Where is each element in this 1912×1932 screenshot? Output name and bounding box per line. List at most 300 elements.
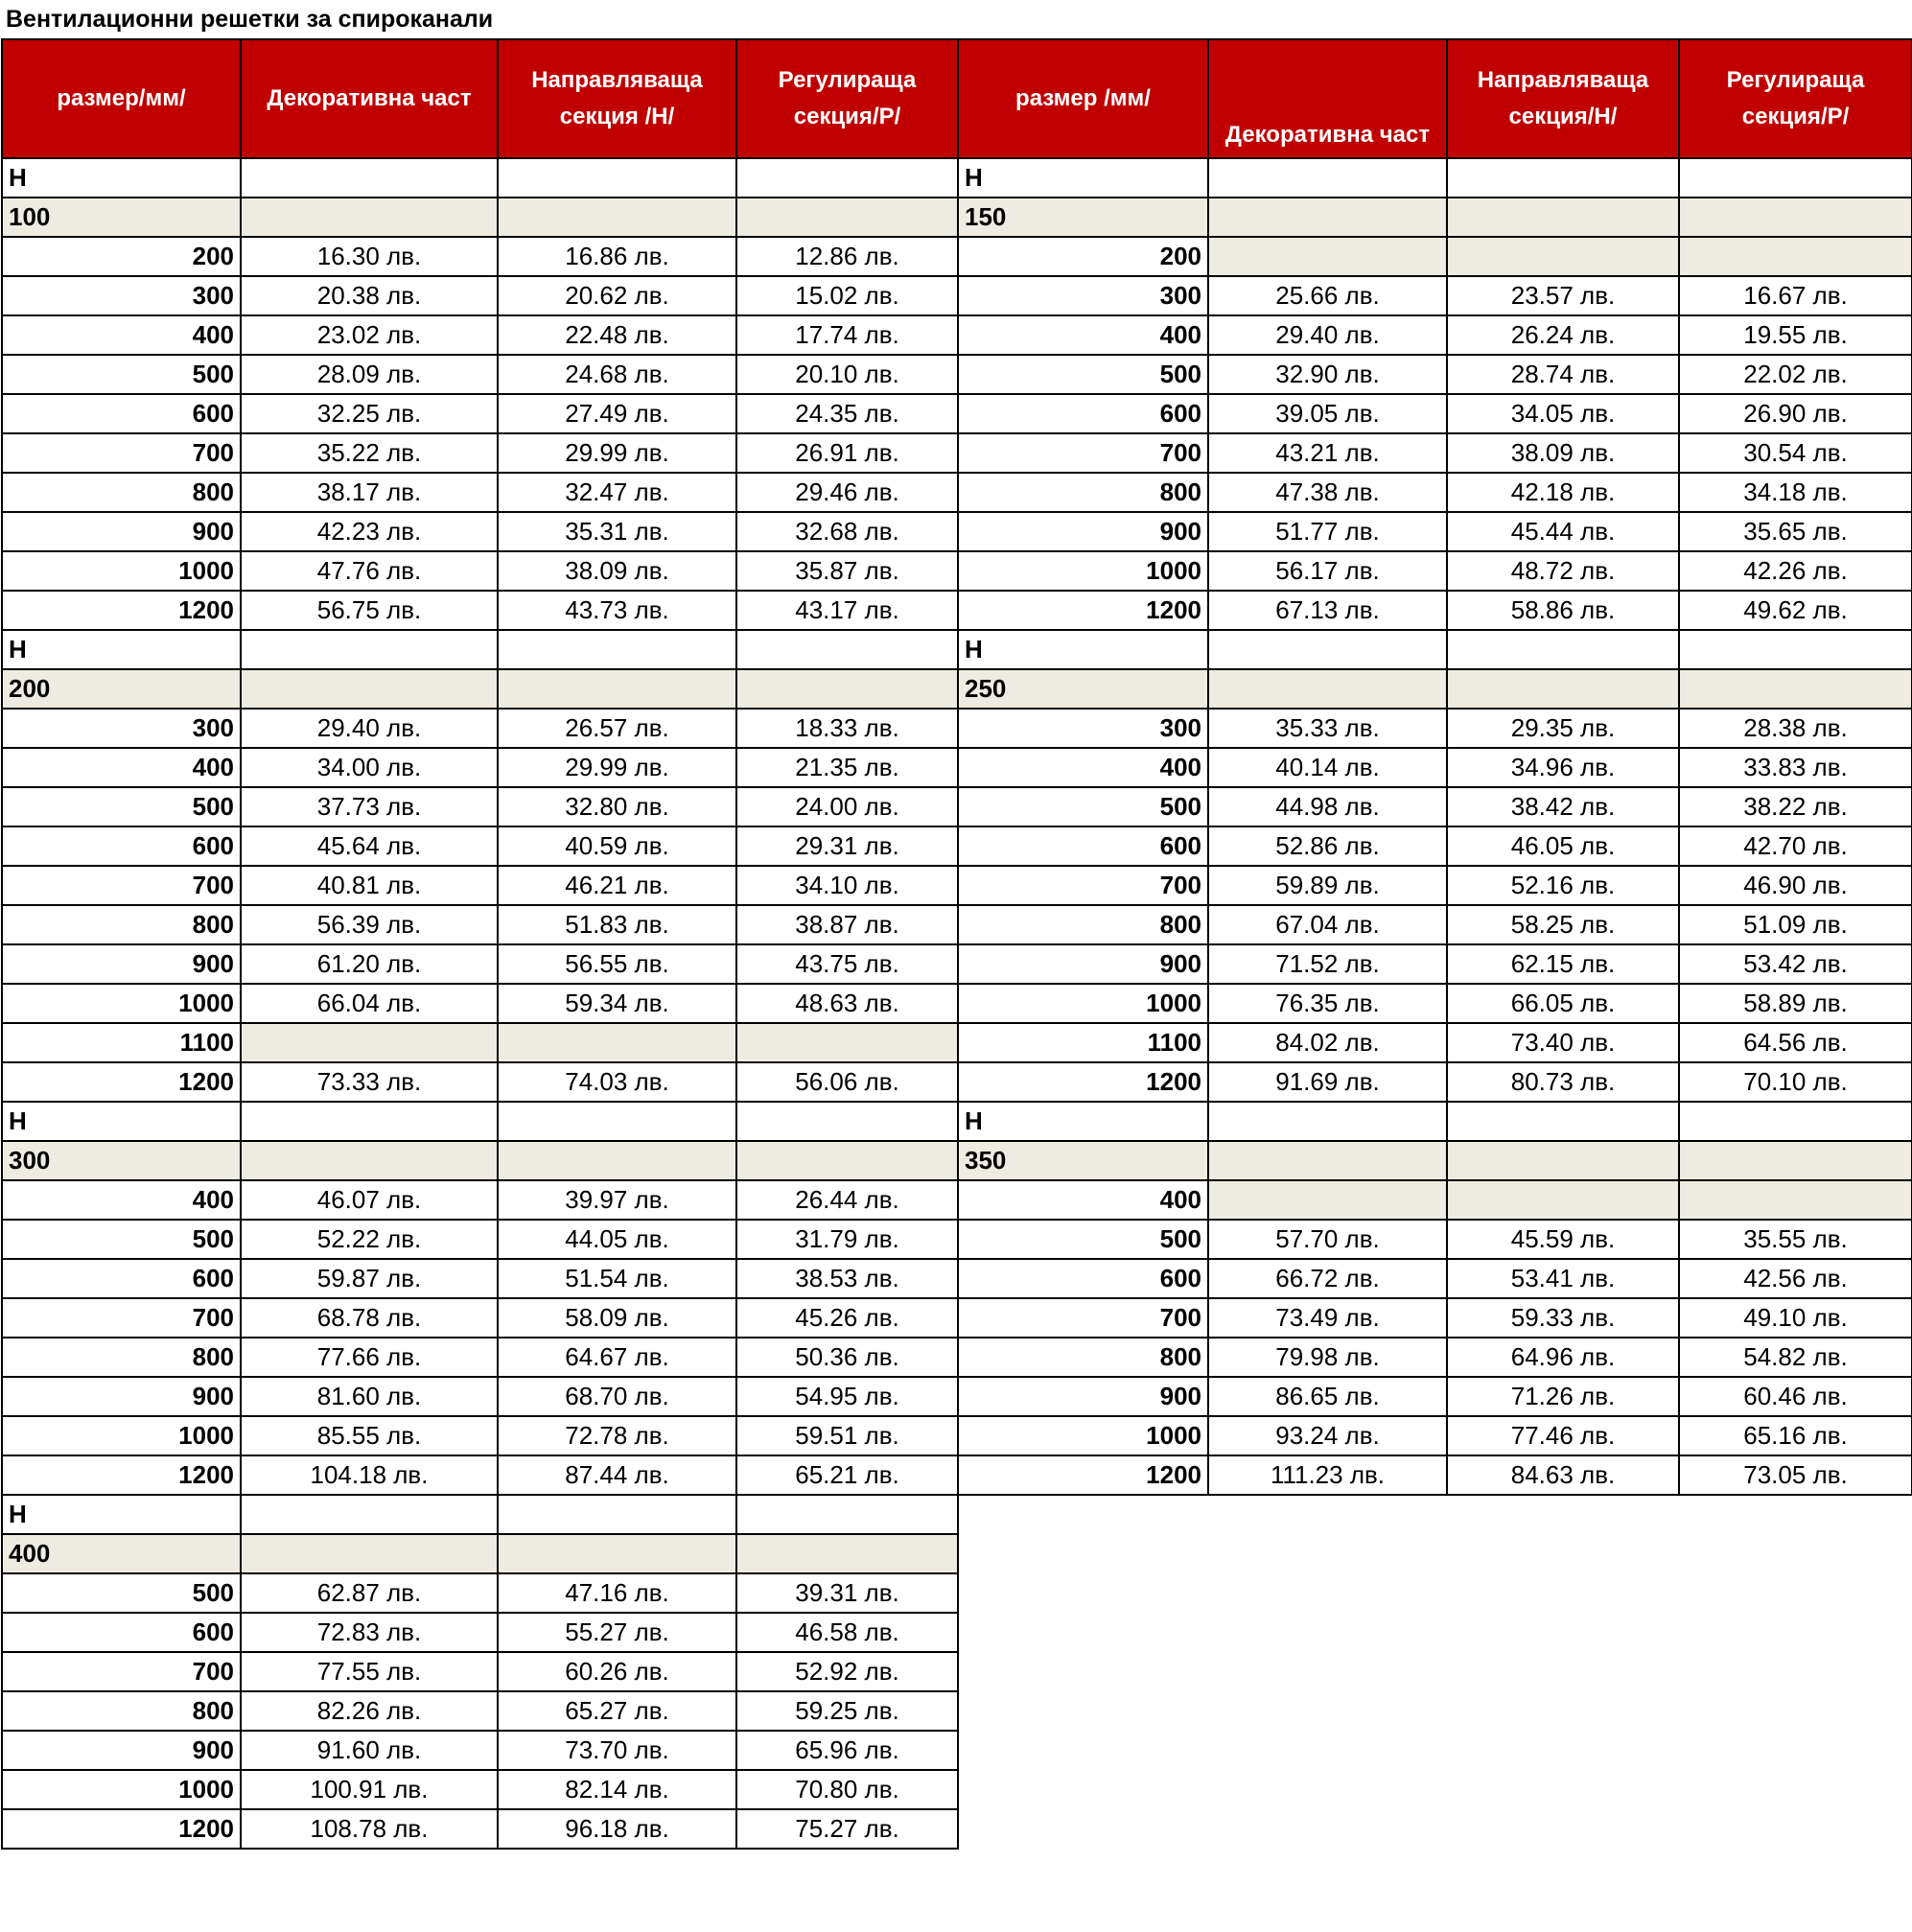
decorative-price: 34.00 лв. [241,748,498,787]
guide-section-price: 45.44 лв. [1447,512,1679,551]
regulating-section-price: 22.02 лв. [1679,355,1912,394]
empty-cell [241,1102,498,1141]
decorative-price: 79.98 лв. [1208,1338,1447,1377]
table-row [958,709,1912,748]
empty-cell [1208,630,1447,669]
document-title: Вентилационни решетки за спироканали [6,6,494,33]
empty-cell [241,1534,498,1573]
size-cell: 400 [958,315,1208,355]
regulating-section-price: 20.10 лв. [736,355,958,394]
table-row [958,944,1912,984]
empty-cell [1679,1102,1912,1141]
regulating-section-price: 43.17 лв. [736,591,958,630]
regulating-section-price: 17.74 лв. [736,315,958,355]
size-cell: 300 [958,276,1208,315]
group-height-row [958,1102,1912,1141]
regulating-section-price: 31.79 лв. [736,1220,958,1259]
size-cell: 700 [958,1298,1208,1338]
empty-cell [1208,1141,1447,1180]
regulating-section-price: 12.86 лв. [736,237,958,276]
table-row [2,709,958,748]
height-label: Н [958,158,1208,198]
height-label: Н [2,1495,241,1534]
size-cell: 1000 [2,1416,241,1455]
empty-cell [1679,198,1912,237]
decorative-price: 85.55 лв. [241,1416,498,1455]
size-cell: 600 [2,1259,241,1298]
guide-section-price: 52.16 лв. [1447,866,1679,905]
size-cell: 500 [2,787,241,826]
empty-cell [241,1141,498,1180]
decorative-price: 37.73 лв. [241,787,498,826]
size-cell: 1200 [958,591,1208,630]
size-cell: 400 [958,1180,1208,1220]
size-cell: 400 [2,1180,241,1220]
guide-section-price: 34.96 лв. [1447,748,1679,787]
guide-section-price: 96.18 лв. [498,1809,736,1849]
table-row [2,1455,958,1495]
empty-cell [1447,1102,1679,1141]
guide-section-price: 64.96 лв. [1447,1338,1679,1377]
size-cell: 400 [2,748,241,787]
size-cell: 500 [2,1220,241,1259]
group-size-row [2,198,958,237]
empty-cell [736,158,958,198]
decorative-price: 44.98 лв. [1208,787,1447,826]
empty-cell [1208,198,1447,237]
column-header-decorative: Декоративна част [1208,39,1447,158]
size-cell: 1200 [958,1062,1208,1102]
decorative-price: 40.14 лв. [1208,748,1447,787]
table-header-row [2,39,958,158]
guide-section-price: 45.59 лв. [1447,1220,1679,1259]
group-size-label: 400 [2,1534,241,1573]
size-cell: 1000 [2,984,241,1023]
size-cell: 800 [958,473,1208,512]
table-row [2,748,958,787]
guide-section-price: 77.46 лв. [1447,1416,1679,1455]
guide-section-price: 38.09 лв. [498,551,736,591]
size-cell: 800 [958,905,1208,944]
regulating-section-price: 54.82 лв. [1679,1338,1912,1377]
group-size-row [958,198,1912,237]
group-size-label: 100 [2,198,241,237]
table-row [958,355,1912,394]
regulating-section-price: 26.44 лв. [736,1180,958,1220]
guide-section-price: 32.80 лв. [498,787,736,826]
guide-section-price: 55.27 лв. [498,1613,736,1652]
size-cell: 900 [2,944,241,984]
guide-section-price: 66.05 лв. [1447,984,1679,1023]
regulating-section-price: 49.10 лв. [1679,1298,1912,1338]
decorative-price: 32.90 лв. [1208,355,1447,394]
size-cell: 700 [958,866,1208,905]
size-cell: 200 [2,237,241,276]
table-row [2,1731,958,1770]
empty-cell [241,158,498,198]
empty-cell [736,630,958,669]
regulating-section-price: 42.70 лв. [1679,826,1912,866]
regulating-section-price: 51.09 лв. [1679,905,1912,944]
regulating-section-price: 24.35 лв. [736,394,958,433]
guide-section-price: 68.70 лв. [498,1377,736,1416]
guide-section-price: 29.99 лв. [498,433,736,473]
table-row [958,1455,1912,1495]
regulating-section-price: 29.31 лв. [736,826,958,866]
decorative-price: 67.13 лв. [1208,591,1447,630]
guide-section-price: 23.57 лв. [1447,276,1679,315]
empty-cell [1679,630,1912,669]
decorative-price: 35.22 лв. [241,433,498,473]
decorative-price: 82.26 лв. [241,1691,498,1731]
regulating-section-price: 56.06 лв. [736,1062,958,1102]
table-row [2,315,958,355]
size-cell: 900 [2,1731,241,1770]
size-cell: 900 [2,1377,241,1416]
table-row [2,1691,958,1731]
group-size-label: 150 [958,198,1208,237]
regulating-section-price: 48.63 лв. [736,984,958,1023]
size-cell: 500 [2,1573,241,1613]
decorative-price: 104.18 лв. [241,1455,498,1495]
table-row [958,866,1912,905]
regulating-section-price: 53.42 лв. [1679,944,1912,984]
regulating-section-price: 16.67 лв. [1679,276,1912,315]
decorative-price: 32.25 лв. [241,394,498,433]
empty-cell [498,1141,736,1180]
size-cell: 600 [2,826,241,866]
group-height-row [2,1495,958,1534]
table-row [2,866,958,905]
size-cell: 500 [958,1220,1208,1259]
regulating-section-price: 19.55 лв. [1679,315,1912,355]
guide-section-price: 42.18 лв. [1447,473,1679,512]
table-row [958,1180,1912,1220]
guide-section-price: 62.15 лв. [1447,944,1679,984]
regulating-section-price: 29.46 лв. [736,473,958,512]
empty-cell [1679,1141,1912,1180]
size-cell: 600 [958,394,1208,433]
size-cell: 600 [2,394,241,433]
size-cell: 1200 [2,1455,241,1495]
size-cell: 1000 [2,1770,241,1809]
size-cell: 500 [958,787,1208,826]
table-row [958,1298,1912,1338]
decorative-price: 39.05 лв. [1208,394,1447,433]
decorative-price: 28.09 лв. [241,355,498,394]
decorative-price: 38.17 лв. [241,473,498,512]
table-row [2,1377,958,1416]
decorative-price: 67.04 лв. [1208,905,1447,944]
table-row [958,787,1912,826]
decorative-price: 25.66 лв. [1208,276,1447,315]
decorative-price: 56.75 лв. [241,591,498,630]
table-row [958,276,1912,315]
decorative-price: 47.76 лв. [241,551,498,591]
table-row [958,1416,1912,1455]
regulating-section-price: 15.02 лв. [736,276,958,315]
guide-section-price: 24.68 лв. [498,355,736,394]
regulating-section-price [1679,237,1912,276]
table-row [2,1180,958,1220]
decorative-price: 84.02 лв. [1208,1023,1447,1062]
regulating-section-price: 70.80 лв. [736,1770,958,1809]
table-row [958,1062,1912,1102]
height-label: Н [2,1102,241,1141]
decorative-price: 56.39 лв. [241,905,498,944]
guide-section-price [1447,1180,1679,1220]
guide-section-price: 35.31 лв. [498,512,736,551]
decorative-price: 29.40 лв. [241,709,498,748]
regulating-section-price: 42.26 лв. [1679,551,1912,591]
table-row [2,1023,958,1062]
regulating-section-price: 64.56 лв. [1679,1023,1912,1062]
empty-cell [498,1495,736,1534]
empty-cell [498,198,736,237]
decorative-price: 73.49 лв. [1208,1298,1447,1338]
group-height-row [2,630,958,669]
guide-section-price: 16.86 лв. [498,237,736,276]
regulating-section-price: 33.83 лв. [1679,748,1912,787]
table-row [2,237,958,276]
regulating-section-price: 26.90 лв. [1679,394,1912,433]
guide-section-price: 28.74 лв. [1447,355,1679,394]
size-cell: 700 [958,433,1208,473]
table-row [2,355,958,394]
decorative-price: 91.69 лв. [1208,1062,1447,1102]
decorative-price: 66.72 лв. [1208,1259,1447,1298]
guide-section-price [1447,237,1679,276]
size-cell: 800 [2,905,241,944]
guide-section-price: 32.47 лв. [498,473,736,512]
regulating-section-price: 35.87 лв. [736,551,958,591]
size-cell: 500 [2,355,241,394]
regulating-section-price: 73.05 лв. [1679,1455,1912,1495]
regulating-section-price: 65.21 лв. [736,1455,958,1495]
column-header-size: размер/мм/ [2,39,241,158]
size-cell: 900 [958,944,1208,984]
column-header-guide-section: Направляваща секция/Н/ [1447,39,1679,158]
height-label: Н [958,630,1208,669]
guide-section-price: 38.09 лв. [1447,433,1679,473]
group-size-row [958,669,1912,709]
table-row [2,1809,958,1849]
decorative-price: 57.70 лв. [1208,1220,1447,1259]
table-row [2,394,958,433]
regulating-section-price [1679,1180,1912,1220]
decorative-price: 40.81 лв. [241,866,498,905]
guide-section-price: 43.73 лв. [498,591,736,630]
decorative-price: 81.60 лв. [241,1377,498,1416]
empty-cell [1447,1141,1679,1180]
regulating-section-price: 39.31 лв. [736,1573,958,1613]
decorative-price: 29.40 лв. [1208,315,1447,355]
table-row [2,944,958,984]
decorative-price: 23.02 лв. [241,315,498,355]
size-cell: 800 [2,473,241,512]
empty-cell [1447,198,1679,237]
regulating-section-price: 46.90 лв. [1679,866,1912,905]
empty-cell [498,669,736,709]
decorative-price: 91.60 лв. [241,1731,498,1770]
group-height-row [958,630,1912,669]
size-cell: 600 [958,826,1208,866]
size-cell: 600 [2,1613,241,1652]
decorative-price [1208,237,1447,276]
size-cell: 1000 [2,551,241,591]
table-row [958,826,1912,866]
table-row [2,276,958,315]
decorative-price: 93.24 лв. [1208,1416,1447,1455]
guide-section-price: 51.54 лв. [498,1259,736,1298]
decorative-price: 61.20 лв. [241,944,498,984]
regulating-section-price: 59.51 лв. [736,1416,958,1455]
group-size-label: 200 [2,669,241,709]
regulating-section-price: 38.87 лв. [736,905,958,944]
regulating-section-price: 75.27 лв. [736,1809,958,1849]
empty-cell [736,1141,958,1180]
guide-section-price: 27.49 лв. [498,394,736,433]
guide-section-price: 80.73 лв. [1447,1062,1679,1102]
table-row [2,1220,958,1259]
guide-section-price: 51.83 лв. [498,905,736,944]
column-header-regulating-section: Регулираща секция/Р/ [1679,39,1912,158]
decorative-price: 108.78 лв. [241,1809,498,1849]
group-size-row [958,1141,1912,1180]
table-row [958,315,1912,355]
table-body-right [958,158,1912,1495]
regulating-section-price: 32.68 лв. [736,512,958,551]
size-cell: 200 [958,237,1208,276]
size-cell: 700 [2,866,241,905]
decorative-price: 100.91 лв. [241,1770,498,1809]
guide-section-price: 46.21 лв. [498,866,736,905]
guide-section-price: 46.05 лв. [1447,826,1679,866]
size-cell: 1100 [958,1023,1208,1062]
decorative-price: 42.23 лв. [241,512,498,551]
guide-section-price: 58.09 лв. [498,1298,736,1338]
size-cell: 1200 [2,1809,241,1849]
decorative-price: 52.22 лв. [241,1220,498,1259]
table-row [2,1259,958,1298]
table-row [2,1613,958,1652]
size-cell: 900 [2,512,241,551]
decorative-price: 73.33 лв. [241,1062,498,1102]
group-size-row [2,669,958,709]
empty-cell [736,1534,958,1573]
size-cell: 1200 [2,591,241,630]
regulating-section-price [736,1023,958,1062]
group-size-row [2,1141,958,1180]
guide-section-price: 40.59 лв. [498,826,736,866]
size-cell: 1000 [958,984,1208,1023]
regulating-section-price: 24.00 лв. [736,787,958,826]
empty-cell [1447,630,1679,669]
guide-section-price: 20.62 лв. [498,276,736,315]
table-row [2,1573,958,1613]
column-header-decorative: Декоративна част [241,39,498,158]
group-height-row [958,158,1912,198]
table-row [958,473,1912,512]
decorative-price: 46.07 лв. [241,1180,498,1220]
decorative-price: 59.87 лв. [241,1259,498,1298]
decorative-price: 111.23 лв. [1208,1455,1447,1495]
table-row [2,591,958,630]
empty-cell [241,669,498,709]
empty-cell [1208,669,1447,709]
decorative-price: 76.35 лв. [1208,984,1447,1023]
table-row [958,1377,1912,1416]
group-size-label: 250 [958,669,1208,709]
price-table-left [1,38,959,1850]
empty-cell [1447,669,1679,709]
guide-section-price: 58.25 лв. [1447,905,1679,944]
table-row [958,748,1912,787]
table-row [2,826,958,866]
empty-cell [736,1102,958,1141]
table-row [2,473,958,512]
empty-cell [1679,669,1912,709]
decorative-price: 16.30 лв. [241,237,498,276]
size-cell: 700 [2,1298,241,1338]
size-cell: 700 [2,433,241,473]
size-cell: 1100 [2,1023,241,1062]
size-cell: 300 [2,276,241,315]
regulating-section-price: 46.58 лв. [736,1613,958,1652]
height-label: Н [2,158,241,198]
empty-cell [736,669,958,709]
size-cell: 900 [958,1377,1208,1416]
regulating-section-price: 49.62 лв. [1679,591,1912,630]
regulating-section-price: 38.53 лв. [736,1259,958,1298]
regulating-section-price: 30.54 лв. [1679,433,1912,473]
group-size-label: 350 [958,1141,1208,1180]
table-row [2,1652,958,1691]
guide-section-price: 73.70 лв. [498,1731,736,1770]
guide-section-price: 29.35 лв. [1447,709,1679,748]
empty-cell [736,1495,958,1534]
guide-section-price: 73.40 лв. [1447,1023,1679,1062]
table-row [958,591,1912,630]
decorative-price: 51.77 лв. [1208,512,1447,551]
guide-section-price: 74.03 лв. [498,1062,736,1102]
empty-cell [1208,158,1447,198]
table-row [958,433,1912,473]
regulating-section-price: 58.89 лв. [1679,984,1912,1023]
guide-section-price: 64.67 лв. [498,1338,736,1377]
guide-section-price: 59.34 лв. [498,984,736,1023]
size-cell: 600 [958,1259,1208,1298]
table-row [2,433,958,473]
size-cell: 800 [2,1338,241,1377]
guide-section-price: 26.57 лв. [498,709,736,748]
group-height-row [2,158,958,198]
size-cell: 500 [958,355,1208,394]
empty-cell [498,1534,736,1573]
regulating-section-price: 34.18 лв. [1679,473,1912,512]
table-row [2,551,958,591]
empty-cell [241,198,498,237]
decorative-price: 45.64 лв. [241,826,498,866]
regulating-section-price: 26.91 лв. [736,433,958,473]
guide-section-price: 58.86 лв. [1447,591,1679,630]
guide-section-price: 59.33 лв. [1447,1298,1679,1338]
table-row [2,1770,958,1809]
table-row [958,905,1912,944]
regulating-section-price: 42.56 лв. [1679,1259,1912,1298]
empty-cell [1447,158,1679,198]
table-row [958,1259,1912,1298]
